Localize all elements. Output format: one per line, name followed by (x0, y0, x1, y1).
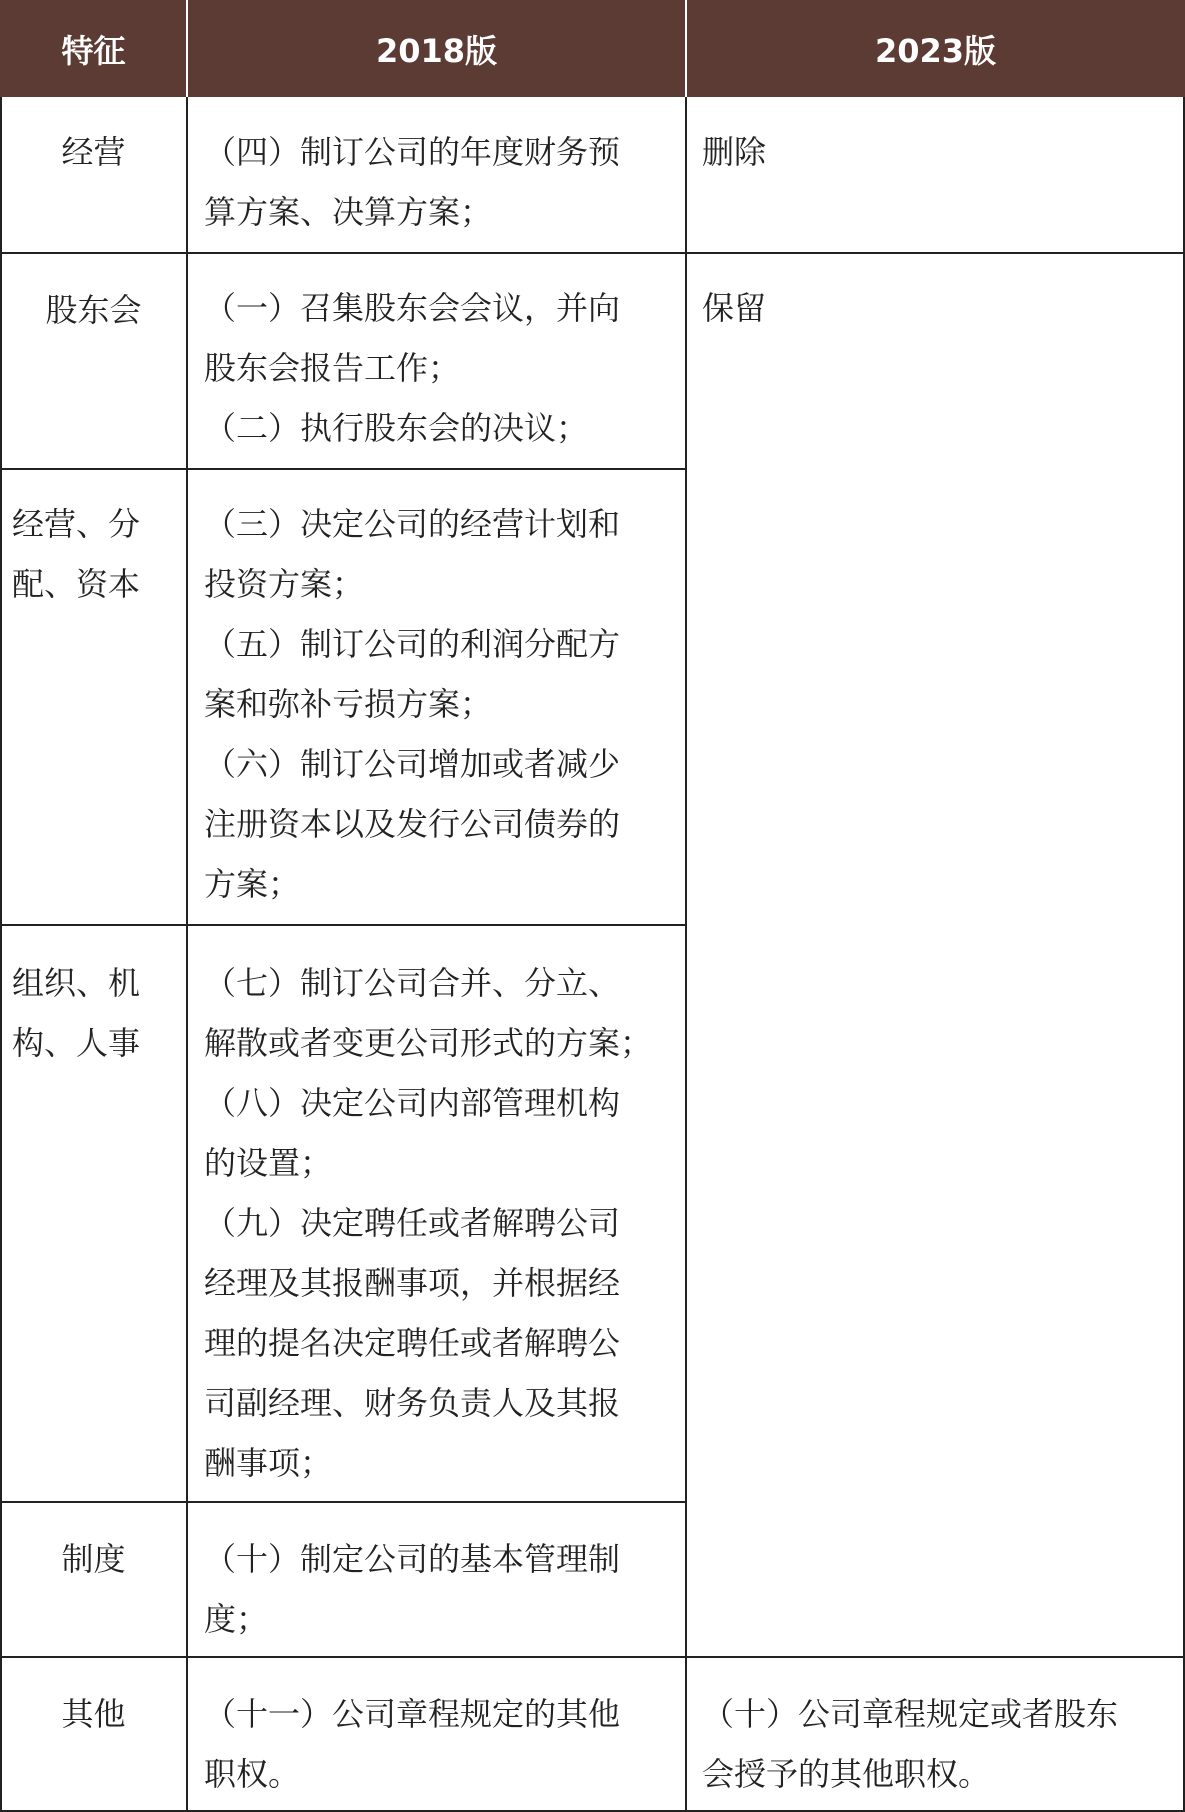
row-rule (0, 468, 686, 470)
header-feature: 特征 (0, 0, 187, 97)
v2018-cell: （一）召集股东会会议，并向 股东会报告工作； （二）执行股东会的决议； (204, 289, 621, 447)
header-2018: 2018版 (187, 0, 686, 97)
header-divider (685, 0, 687, 97)
column-rule (685, 97, 687, 1812)
v2018-cell: （十）制定公司的基本管理制 度； (204, 1540, 621, 1638)
feature-cell: 其他 (61, 1695, 126, 1733)
feature-cell: 经营 (61, 133, 126, 171)
v2018-cell: （三）决定公司的经营计划和 投资方案； （五）制订公司的利润分配方 案和弥补亏损方案； （六）制订公司增加或者减少 注册资本以及发行公司债券的 方案； (204, 505, 621, 903)
row-rule (0, 1501, 686, 1503)
v2023-retained: 保留 (702, 289, 767, 327)
row-rule (0, 924, 686, 926)
feature-cell: 经营、分 配、资本 (12, 505, 141, 603)
v2018-cell: （七）制订公司合并、分立、 解散或者变更公司形式的方案； （八）决定公司内部管理机构 的设置； （九）决定聘任或者解聘公司 经理及其报酬事项，并根据经 理的提名决定聘任或者解聘公 司副经理、财务负责人及其报 酬事项； (204, 964, 653, 1482)
feature-cell: 制度 (61, 1540, 126, 1578)
header-divider (186, 0, 188, 97)
feature-cell: 股东会 (45, 291, 142, 329)
row-rule (0, 1656, 1185, 1658)
row-rule (0, 252, 1185, 254)
v2018-cell: （四）制订公司的年度财务预 算方案、决算方案； (204, 133, 621, 231)
v2023-other: （十）公司章程规定或者股东 会授予的其他职权。 (702, 1695, 1119, 1793)
v2023-deleted: 删除 (702, 133, 767, 171)
column-rule (186, 97, 188, 1812)
feature-cell: 组织、机 构、人事 (12, 964, 141, 1062)
v2018-cell: （十一）公司章程规定的其他 职权。 (204, 1695, 621, 1793)
column-rule (0, 97, 2, 1812)
header-2023: 2023版 (686, 0, 1185, 97)
